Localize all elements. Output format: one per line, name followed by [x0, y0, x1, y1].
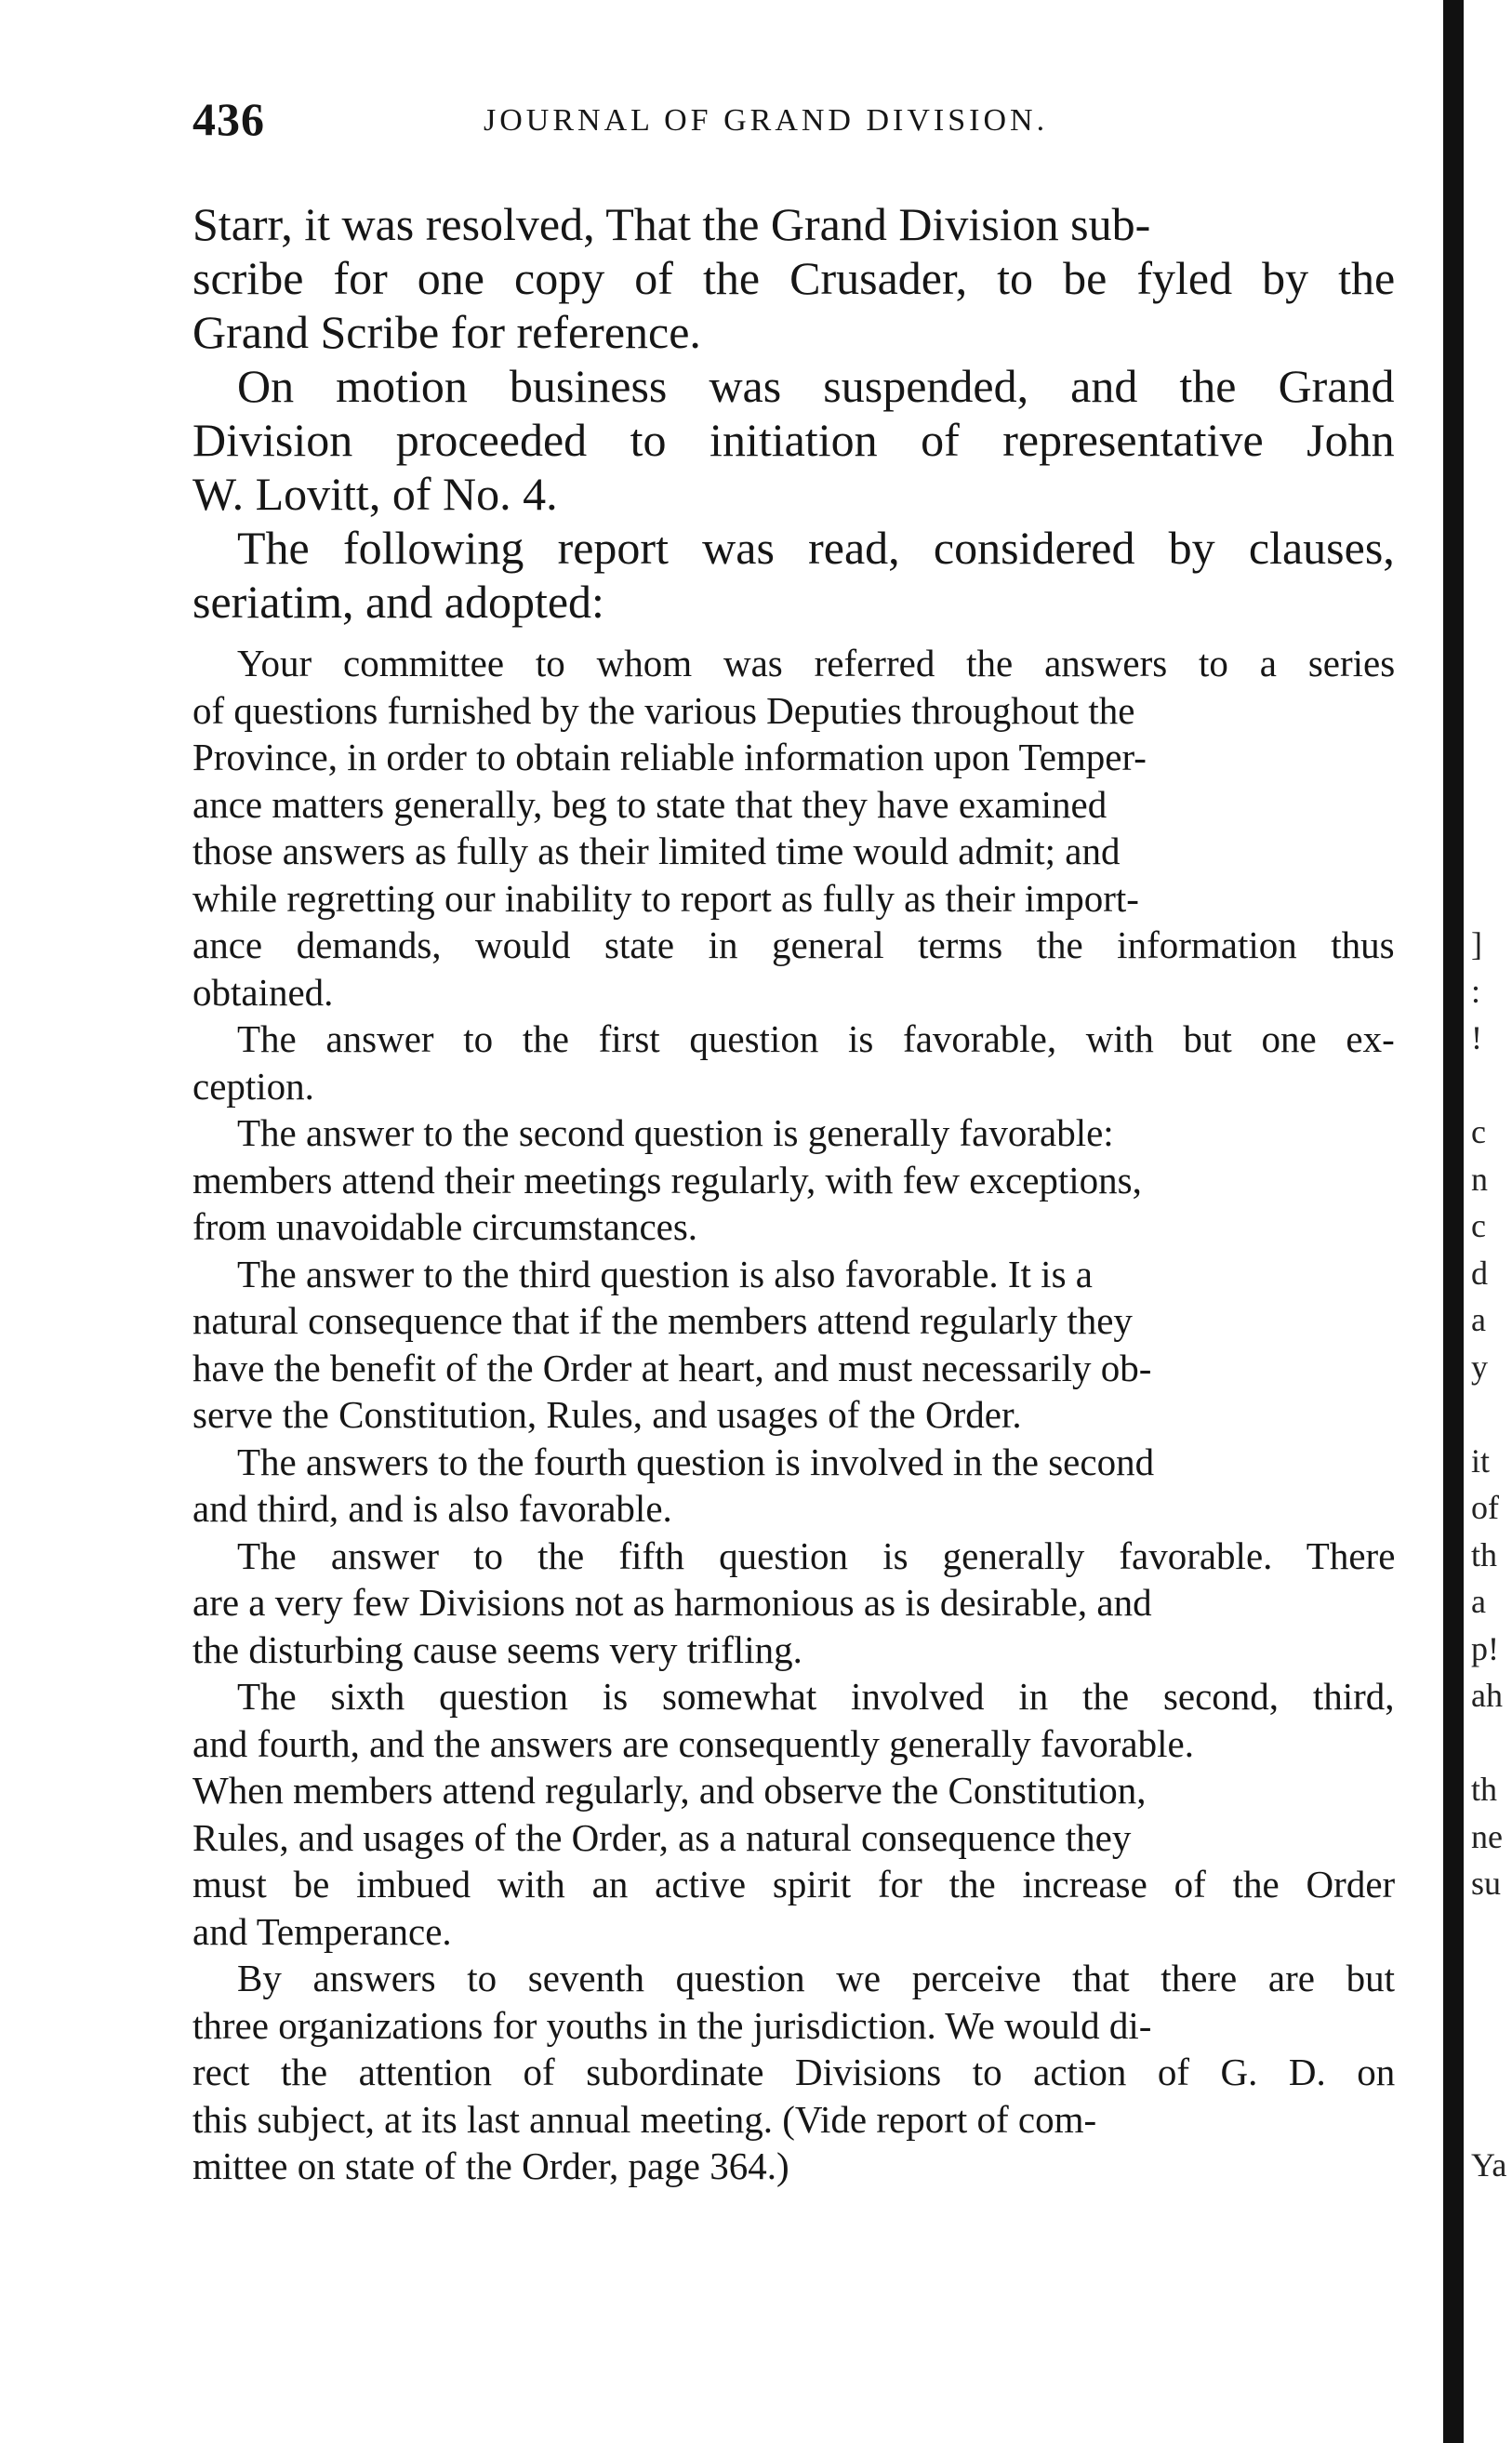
facing-page-fragment: d — [1471, 1254, 1488, 1292]
text-line: mittee on state of the Order, page 364.) — [192, 2144, 789, 2187]
text-line: W. Lovitt, of No. 4. — [192, 468, 558, 520]
facing-page-fragment: th — [1471, 1535, 1498, 1573]
text-line: while regretting our inability to report as fully as their import- — [192, 876, 1139, 920]
text-line: The sixth question is somewhat involved in the second, third, — [237, 1675, 1395, 1718]
text-line: of questions furnished by the various Deputies throughout the — [192, 688, 1135, 732]
text-line: obtained. — [192, 970, 334, 1014]
text-line: are a very few Divisions not as harmonious as is desirable, and — [192, 1581, 1152, 1624]
facing-page-fragment: it — [1471, 1441, 1491, 1480]
text-line: three organizations for youths in the jurisdiction. We would di- — [192, 2003, 1152, 2047]
facing-page-fragment: ne — [1471, 1817, 1503, 1855]
facing-page-fragment: su — [1471, 1865, 1502, 1902]
running-head: JOURNAL OF GRAND DIVISION. — [484, 103, 1049, 138]
text-line: The answer to the second question is generally favorable: — [237, 1111, 1114, 1154]
text-line: rect the attention of subordinate Divisions to action of G. D. on — [192, 2051, 1396, 2093]
text-line: When members attend regularly, and observe the Constitution, — [192, 1769, 1147, 1812]
text-line: Rules, and usages of the Order, as a natural consequence they — [192, 1815, 1132, 1859]
page-number: 436 — [192, 93, 265, 145]
facing-page-fragment: : — [1471, 972, 1481, 1010]
text-line: The answers to the fourth question is involved in the second — [237, 1440, 1155, 1483]
text-line: Division proceeded to initiation of representative John — [192, 414, 1395, 466]
text-line: and fourth, and the answers are consequently generally favorable. — [192, 1721, 1194, 1765]
facing-page-fragment: n — [1471, 1160, 1488, 1198]
text-line: seriatim, and adopted: — [192, 576, 604, 628]
text-line: scribe for one copy of the Crusader, to be fyled by the — [192, 252, 1396, 304]
text-line: The following report was read, considered by clauses, — [237, 522, 1395, 574]
text-line: The answer to the first question is favorable, with but one ex- — [237, 1017, 1395, 1060]
text-line: and third, and is also favorable. — [192, 1487, 672, 1530]
text-line: serve the Constitution, Rules, and usages of the Order. — [192, 1393, 1022, 1436]
facing-page-fragment: ah — [1471, 1677, 1503, 1714]
text-line: By answers to seventh question we perceive that there are but — [237, 1957, 1395, 1999]
facing-page-fragment: c — [1471, 1113, 1486, 1150]
text-line: Starr, it was resolved, That the Grand Division sub- — [192, 198, 1151, 250]
text-line: Your committee to whom was referred the answers to a series — [237, 642, 1396, 684]
text-line: The answer to the fifth question is generally favorable. There — [237, 1534, 1396, 1577]
text-line: the disturbing cause seems very trifling. — [192, 1627, 802, 1671]
text-line: and Temperance. — [192, 1909, 452, 1953]
facing-page-fragment: a — [1471, 1301, 1486, 1338]
facing-page-fragment: ] — [1471, 925, 1482, 963]
text-line: this subject, at its last annual meeting. (Vide report of com- — [192, 2097, 1097, 2141]
binding-shadow — [1443, 0, 1464, 2443]
text-line: Grand Scribe for reference. — [192, 306, 701, 358]
text-line: Province, in order to obtain reliable information upon Temper- — [192, 736, 1147, 778]
text-line: have the benefit of the Order at heart, and must necessarily ob- — [192, 1346, 1152, 1389]
facing-page-fragment: c — [1471, 1207, 1486, 1244]
text-line: must be imbued with an active spirit for the increase of the Order — [192, 1863, 1396, 1905]
facing-page-fragment: ! — [1471, 1019, 1482, 1056]
text-line: On motion business was suspended, and the Grand — [237, 360, 1395, 412]
facing-page-fragment: th — [1471, 1771, 1498, 1808]
text-line: from unavoidable circumstances. — [192, 1205, 698, 1248]
facing-page-fragment: a — [1471, 1583, 1486, 1620]
facing-page-fragment: Ya — [1471, 2146, 1507, 2184]
text-line: The answer to the third question is also favorable. It is a — [237, 1252, 1093, 1295]
text-line: ception. — [192, 1064, 314, 1108]
facing-page-fragment: y — [1471, 1348, 1488, 1386]
text-line: natural consequence that if the members attend regularly they — [192, 1299, 1133, 1342]
text-line: ance demands, would state in general terms the information thus — [192, 923, 1395, 966]
facing-page-fragment: of — [1471, 1489, 1499, 1526]
facing-page-fragment: p! — [1471, 1629, 1499, 1667]
text-line: those answers as fully as their limited time would admit; and — [192, 830, 1121, 872]
text-line: members attend their meetings regularly, with few exceptions, — [192, 1158, 1142, 1202]
text-line: ance matters generally, beg to state that they have examined — [192, 782, 1107, 826]
